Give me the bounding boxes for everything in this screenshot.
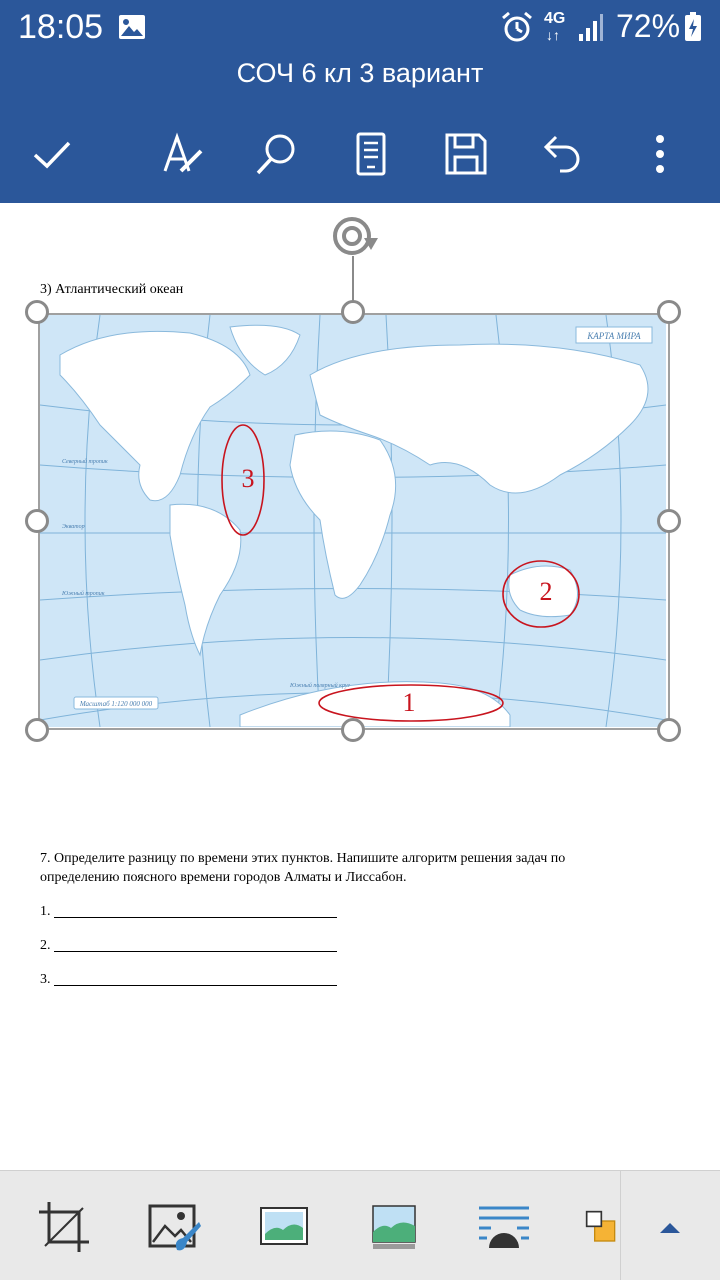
tropic-south-label: Южный тропик <box>62 591 105 597</box>
picture-toolbar <box>0 1170 720 1280</box>
picture-effects-button[interactable] <box>366 1199 422 1255</box>
picture-outline-button[interactable] <box>256 1199 312 1255</box>
expand-up-icon <box>658 1215 682 1239</box>
answer-line-2-label: 2. <box>40 938 51 953</box>
network-type: 4G <box>544 10 566 27</box>
answer-line-2 <box>54 951 337 952</box>
resize-handle-middle-left[interactable] <box>25 509 49 533</box>
done-check-icon <box>29 131 75 177</box>
picture-outline-icon <box>257 1200 311 1254</box>
search-icon <box>253 131 299 177</box>
top-toolbar <box>0 118 720 188</box>
tropic-north-label: Северный тропик <box>62 459 108 465</box>
resize-handle-bottom-right[interactable] <box>657 718 681 742</box>
status-time: 18:05 <box>18 8 104 46</box>
resize-handle-middle-right[interactable] <box>657 509 681 533</box>
answer-line-3 <box>54 985 337 986</box>
crop-button[interactable] <box>36 1199 92 1255</box>
draw-button[interactable] <box>154 126 210 182</box>
reading-view-icon <box>348 131 394 177</box>
battery-charging-icon <box>684 12 702 42</box>
answer-line-1-label: 1. <box>40 904 51 919</box>
arrange-icon <box>584 1200 620 1254</box>
question-3-label: 3) Атлантический океан <box>40 282 184 297</box>
resize-handle-top-right[interactable] <box>657 300 681 324</box>
done-button[interactable] <box>24 126 80 182</box>
expand-toolbar-button[interactable] <box>650 1207 690 1247</box>
map-scale: Масштаб 1:120 000 000 <box>79 700 153 708</box>
picture-styles-icon <box>147 1200 201 1254</box>
resize-handle-bottom-center[interactable] <box>341 718 365 742</box>
signal-icon <box>578 12 604 42</box>
undo-button[interactable] <box>533 126 589 182</box>
toolbar-divider <box>620 1171 621 1280</box>
reading-view-button[interactable] <box>343 126 399 182</box>
document-title: СОЧ 6 кл 3 вариант <box>236 58 484 88</box>
app-header <box>0 0 720 203</box>
more-options-button[interactable] <box>632 126 688 182</box>
search-button[interactable] <box>248 126 304 182</box>
more-options-icon <box>637 131 683 177</box>
answer-line-1 <box>54 917 337 918</box>
rotate-icon <box>328 210 380 262</box>
draw-pen-icon <box>159 131 205 177</box>
question-7-line-1: 7. Определите разницу по времени этих пунктов. Напишите алгоритм решения задач по <box>40 851 566 866</box>
rotate-handle[interactable] <box>328 210 380 262</box>
wrap-text-icon <box>477 1200 531 1254</box>
resize-handle-bottom-left[interactable] <box>25 718 49 742</box>
battery-percent: 72% <box>616 8 681 44</box>
resize-handle-top-center[interactable] <box>341 300 365 324</box>
gallery-icon <box>118 14 146 40</box>
save-button[interactable] <box>438 126 494 182</box>
antarctic-circle-label: Южный полярный круг <box>290 683 350 689</box>
rotation-handle-line <box>352 256 354 302</box>
map-title: КАРТА МИРА <box>587 331 641 341</box>
status-bar <box>0 0 720 56</box>
arrange-button[interactable] <box>584 1199 620 1255</box>
save-icon <box>443 131 489 177</box>
answer-line-3-label: 3. <box>40 972 51 987</box>
annotation-3-number: 3 <box>241 464 255 493</box>
network-activity: ↓↑ <box>546 27 560 43</box>
world-map-image[interactable] <box>40 315 666 727</box>
wrap-text-button[interactable] <box>476 1199 532 1255</box>
annotation-2-number: 2 <box>539 577 553 606</box>
crop-icon <box>37 1200 91 1254</box>
equator-label: Экватор <box>62 524 85 530</box>
resize-handle-top-left[interactable] <box>25 300 49 324</box>
question-7-line-2: определению поясного времени городов Алматы и Лиссабон. <box>40 870 407 885</box>
annotation-1-number: 1 <box>402 688 416 717</box>
undo-icon <box>538 131 584 177</box>
picture-styles-button[interactable] <box>146 1199 202 1255</box>
alarm-icon <box>500 10 534 44</box>
picture-effects-icon <box>367 1200 421 1254</box>
